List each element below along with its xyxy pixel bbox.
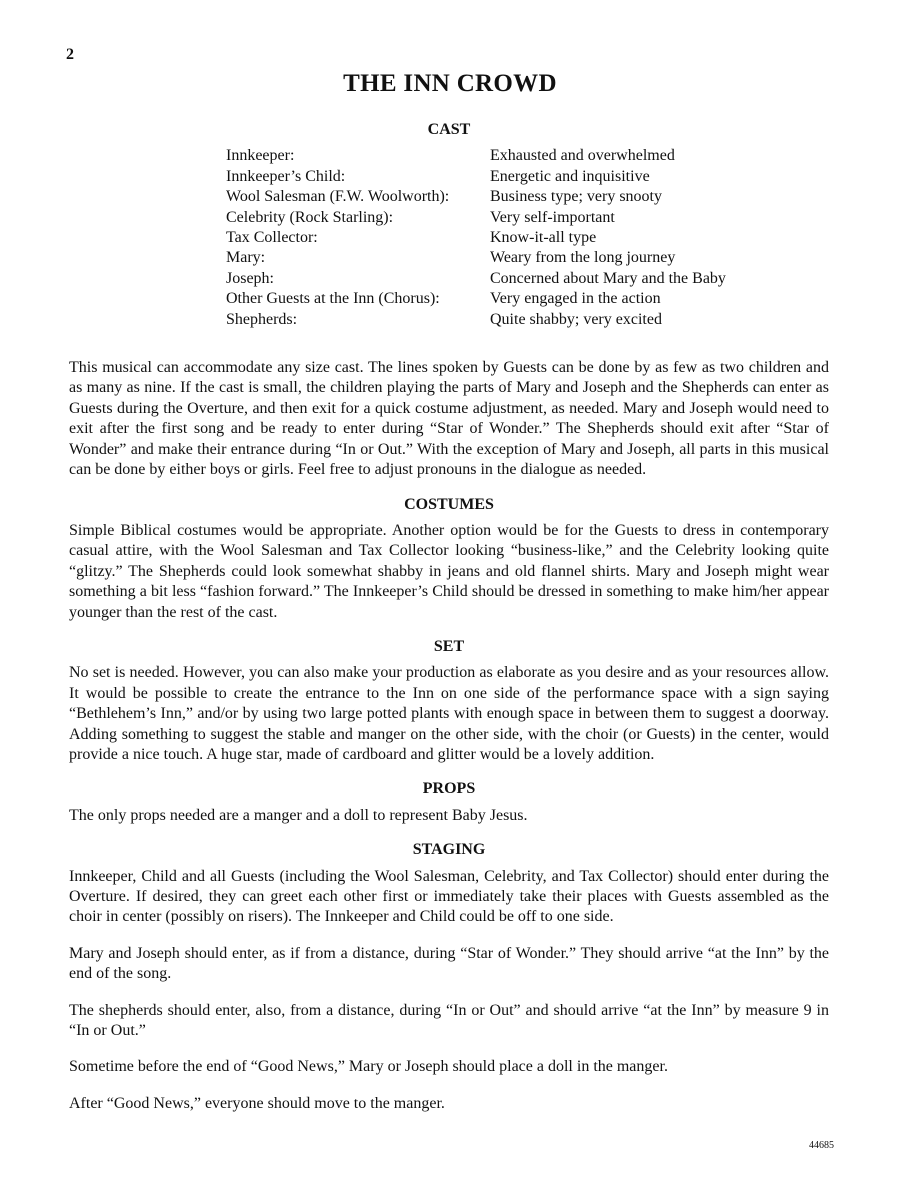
cast-description: Exhausted and overwhelmed (490, 147, 675, 165)
props-heading: PROPS (422, 780, 476, 798)
costumes-section (69, 495, 829, 623)
cast-row (226, 269, 786, 289)
costumes-heading: COSTUMES (404, 495, 494, 513)
cast-section (69, 120, 829, 330)
staging-paragraph: Sometime before the end of “Good News,” Mary or Joseph should place a doll in the manger. (69, 1058, 668, 1076)
cast-role: Shepherds: (226, 310, 298, 328)
page-title: THE INN CROWD (343, 70, 557, 97)
cast-table (226, 146, 786, 330)
document-body (69, 120, 829, 1114)
props-paragraph: The only props needed are a manger and a doll to represent Baby Jesus. (69, 806, 528, 824)
staging-heading: STAGING (412, 841, 486, 859)
page-number: 2 (66, 46, 74, 63)
footer-code: 44685 (809, 1140, 834, 1151)
cast-role: Innkeeper: (226, 147, 295, 165)
staging-paragraph: The shepherds should enter, also, from a distance, during “In or Out” and should arrive “at the Inn” by measure 9 in “In or Out.” (69, 1001, 829, 1040)
cast-description: Concerned about Mary and the Baby (490, 269, 726, 287)
staging-paragraph: Innkeeper, Child and all Guests (including the Wool Salesman, Celebrity, and Tax Collector) should enter during the Overture. If desired, they can greet each other first or immediately take their places with Guests assembled as the choir in center (possibly on risers). The Innkeeper and Child could be off to one side. (69, 867, 829, 926)
set-paragraph: No set is needed. However, you can also make your production as elaborate as you desire and as your resources allow. It would be possible to create the entrance to the Inn on one side of the performance space with a sign saying “Bethlehem’s Inn,” and/or by using two large potted plants with enough space in between them to suggest a doorway. Adding something to suggest the stable and manger on the other side, with the choir (or Guests) in the center, would provide a nice touch. A huge star, made of cardboard and glitter would be a lovely addition. (69, 664, 829, 763)
cast-role: Innkeeper’s Child: (226, 167, 346, 185)
cast-description: Very engaged in the action (490, 290, 661, 308)
cast-description: Quite shabby; very excited (490, 310, 662, 328)
cast-row (226, 187, 786, 207)
cast-row (226, 228, 786, 248)
cast-heading: CAST (427, 121, 471, 138)
cast-row (226, 310, 786, 330)
cast-description: Know-it-all type (490, 229, 597, 247)
cast-row (226, 208, 786, 228)
cast-row (226, 289, 786, 309)
cast-role: Joseph: (226, 269, 274, 287)
cast-row (226, 248, 786, 268)
costumes-paragraph: Simple Biblical costumes would be appropriate. Another option would be for the Guests to dress in contemporary casual attire, with the Wool Salesman and Tax Collector looking “business-like,” and the Celebrity looking quite “glitzy.” The Shepherds could look somewhat shabby in jeans and old flannel shirts. Mary and Joseph might wear something a bit less “fashion forward.” The Innkeeper’s Child should be dressed in something to make him/her appear younger than the rest of the cast. (69, 521, 829, 621)
cast-role: Wool Salesman (F.W. Woolworth): (226, 188, 450, 206)
set-section (69, 637, 829, 765)
cast-row (226, 146, 786, 166)
cast-role: Celebrity (Rock Starling): (226, 208, 394, 226)
cast-row (226, 167, 786, 187)
cast-description: Business type; very snooty (490, 188, 662, 206)
staging-paragraph: Mary and Joseph should enter, as if from a distance, during “Star of Wonder.” They should arrive “at the Inn” by the end of the song. (69, 944, 829, 983)
cast-description: Weary from the long journey (490, 249, 676, 267)
cast-description: Very self-important (490, 208, 615, 226)
cast-description: Energetic and inquisitive (490, 167, 650, 185)
props-section (69, 779, 829, 826)
cast-role: Mary: (226, 249, 266, 267)
staging-section (69, 840, 829, 1114)
set-heading: SET (433, 637, 465, 655)
cast-role: Tax Collector: (226, 229, 318, 247)
staging-paragraph: After “Good News,” everyone should move to the manger. (69, 1094, 445, 1112)
cast-role: Other Guests at the Inn (Chorus): (226, 290, 440, 308)
intro-paragraph: This musical can accommodate any size cast. The lines spoken by Guests can be done by as few as two children and as many as nine. If the cast is small, the children playing the parts of Mary and Joseph and the Shepherds can enter as Guests during the Overture, and then exit for a quick costume adjustment, as needed. Mary and Joseph would need to exit after the first song and be ready to enter during “Star of Wonder.” The Shepherds should exit after “Star of Wonder” and make their entrance during “In or Out.” With the exception of Mary and Joseph, all parts in this musical can be done by either boys or girls. Feel free to adjust pronouns in the dialogue as needed. (69, 359, 829, 479)
